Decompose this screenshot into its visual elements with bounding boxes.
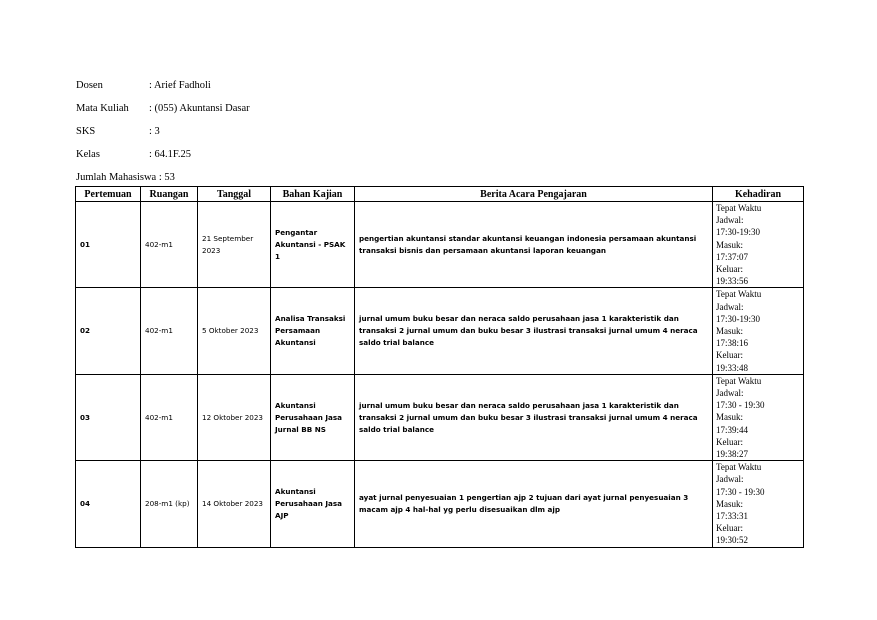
- cell-kehadiran: [713, 202, 804, 288]
- kelas-label: Kelas: [76, 149, 100, 160]
- col-kehadiran: Kehadiran: [713, 187, 804, 202]
- sks-value: : 3: [149, 126, 160, 137]
- cell-berita-acara: jurnal umum buku besar dan neraca saldo perusahaan jasa 1 karakteristik dan transaksi 2 jurnal umum dan buku besar 3 ilustrasi transaksi jurnal umum 4 neraca saldo trial balance: [355, 374, 713, 460]
- col-pertemuan: Pertemuan: [76, 187, 141, 202]
- schedule-value: 17:30 - 19:30: [716, 486, 765, 497]
- cell-kehadiran: [713, 461, 804, 547]
- check-in-label: Masuk:: [716, 412, 743, 423]
- table-header-row: [76, 187, 804, 202]
- cell-bahan-kajian: Pengantar Akuntansi - PSAK 1: [271, 202, 355, 288]
- cell-pertemuan: 04: [76, 461, 141, 547]
- check-out-label: Keluar:: [716, 523, 743, 534]
- check-in-label: Masuk:: [716, 326, 743, 337]
- sks-label: SKS: [76, 126, 96, 137]
- kelas-value: : 64.1F.25: [149, 149, 192, 160]
- check-out-label: Keluar:: [716, 436, 743, 447]
- col-bahan-kajian: Bahan Kajian: [271, 187, 355, 202]
- cell-pertemuan: 02: [76, 288, 141, 374]
- kelas-row: [76, 143, 250, 166]
- col-tanggal: Tanggal: [198, 187, 271, 202]
- cell-pertemuan: 03: [76, 374, 141, 460]
- cell-ruangan: 208-m1 (kp): [141, 461, 198, 547]
- check-out-time: 19:38:27: [716, 449, 749, 460]
- dosen-row: [76, 74, 250, 97]
- attendance-status: Tepat Waktu: [716, 289, 762, 300]
- table-row: [76, 288, 804, 374]
- check-in-time: 17:39:44: [716, 424, 749, 435]
- check-out-label: Keluar:: [716, 350, 743, 361]
- cell-ruangan: 402-m1: [141, 288, 198, 374]
- check-out-time: 19:33:56: [716, 276, 749, 287]
- check-in-time: 17:38:16: [716, 338, 749, 349]
- course-info: [76, 74, 250, 189]
- cell-kehadiran: [713, 288, 804, 374]
- schedule-value: 17:30-19:30: [716, 227, 760, 238]
- cell-bahan-kajian: Akuntansi Perusahaan Jasa AJP: [271, 461, 355, 547]
- cell-pertemuan: 01: [76, 202, 141, 288]
- check-in-time: 17:33:31: [716, 511, 749, 522]
- check-in-time: 17:37:07: [716, 251, 749, 262]
- schedule-label: Jadwal:: [716, 474, 744, 485]
- check-in-label: Masuk:: [716, 239, 743, 250]
- cell-ruangan: 402-m1: [141, 202, 198, 288]
- attendance-status: Tepat Waktu: [716, 203, 762, 213]
- matkul-label: Mata Kuliah: [76, 103, 129, 114]
- cell-berita-acara: ayat jurnal penyesuaian 1 pengertian ajp 2 tujuan dari ayat jurnal penyesuaian 3 macam ajp 4 hal-hal yg perlu disesuaikan dlm ajp: [355, 461, 713, 547]
- check-out-label: Keluar:: [716, 264, 743, 275]
- schedule-label: Jadwal:: [716, 301, 744, 312]
- matkul-value: : (055) Akuntansi Dasar: [149, 103, 250, 114]
- sks-row: [76, 120, 250, 143]
- jumlah-mahasiswa: Jumlah Mahasiswa : 53: [76, 172, 175, 183]
- schedule-value: 17:30-19:30: [716, 313, 760, 324]
- dosen-value: : Arief Fadholi: [149, 80, 211, 91]
- check-in-label: Masuk:: [716, 498, 743, 509]
- schedule-label: Jadwal:: [716, 388, 744, 399]
- dosen-label: Dosen: [76, 80, 103, 91]
- attendance-table: [75, 186, 804, 548]
- cell-berita-acara: pengertian akuntansi standar akuntansi keuangan indonesia persamaan akuntansi transaksi bisnis dan persamaan akuntansi laporan keuangan: [355, 202, 713, 288]
- cell-tanggal: 12 Oktober 2023: [198, 374, 271, 460]
- cell-ruangan: 402-m1: [141, 374, 198, 460]
- col-ruangan: Ruangan: [141, 187, 198, 202]
- matkul-row: [76, 97, 250, 120]
- cell-tanggal: 14 Oktober 2023: [198, 461, 271, 547]
- table-row: [76, 202, 804, 288]
- cell-bahan-kajian: Analisa Transaksi Persamaan Akuntansi: [271, 288, 355, 374]
- attendance-status: Tepat Waktu: [716, 375, 762, 386]
- cell-berita-acara: jurnal umum buku besar dan neraca saldo perusahaan jasa 1 karakteristik dan transaksi 2 jurnal umum dan buku besar 3 ilustrasi transaksi jurnal umum 4 neraca saldo trial balance: [355, 288, 713, 374]
- cell-tanggal: 21 September 2023: [198, 202, 271, 288]
- cell-bahan-kajian: Akuntansi Perusahaan Jasa Jurnal BB NS: [271, 374, 355, 460]
- check-out-time: 19:30:52: [716, 535, 749, 546]
- schedule-label: Jadwal:: [716, 215, 744, 226]
- attendance-status: Tepat Waktu: [716, 462, 762, 473]
- cell-kehadiran: [713, 374, 804, 460]
- table-row: [76, 461, 804, 547]
- col-berita-acara: Berita Acara Pengajaran: [355, 187, 713, 202]
- table-row: [76, 374, 804, 460]
- check-out-time: 19:33:48: [716, 362, 749, 373]
- schedule-value: 17:30 - 19:30: [716, 400, 765, 411]
- cell-tanggal: 5 Oktober 2023: [198, 288, 271, 374]
